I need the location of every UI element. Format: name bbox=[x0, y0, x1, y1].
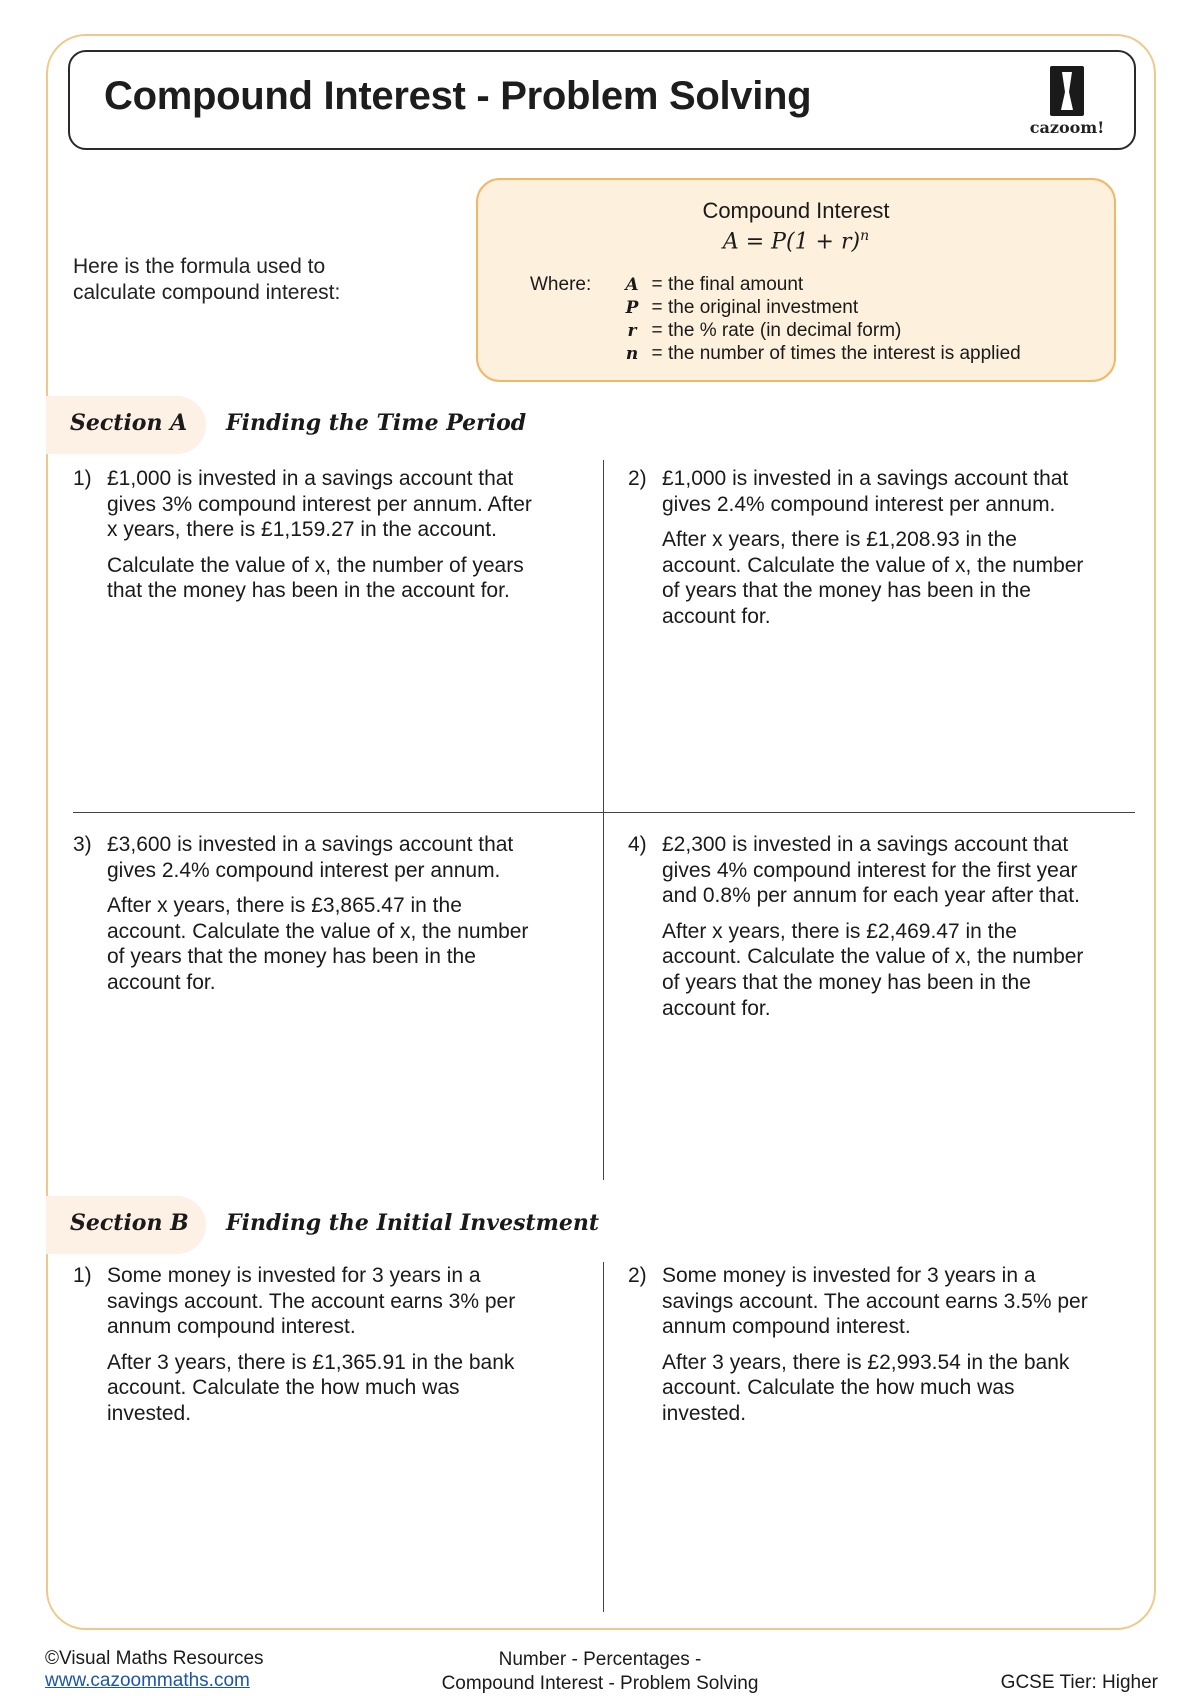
section-label: Section A bbox=[70, 410, 188, 436]
definition-list bbox=[618, 274, 1021, 366]
question-a4 bbox=[628, 832, 1098, 1031]
question-number: 2) bbox=[628, 467, 647, 490]
where-label: Where: bbox=[530, 274, 592, 295]
section-label: Section B bbox=[70, 1210, 189, 1236]
copyright-text: ©Visual Maths Resources bbox=[45, 1648, 264, 1669]
formula-title: Compound Interest bbox=[702, 198, 890, 223]
question-b2 bbox=[628, 1263, 1098, 1437]
footer-left bbox=[45, 1648, 264, 1692]
question-text: After 3 years, there is £2,993.54 in the bank account. Calculate the how much was invested. bbox=[662, 1350, 1070, 1425]
formula-box bbox=[476, 178, 1116, 382]
question-number: 4) bbox=[628, 833, 647, 856]
definition-row bbox=[618, 320, 1021, 343]
question-text: £1,000 is invested in a savings account that gives 2.4% compound interest per annum. bbox=[662, 467, 1069, 516]
question-number: 1) bbox=[73, 467, 92, 490]
definition-row bbox=[618, 343, 1021, 366]
question-text: After 3 years, there is £1,365.91 in the bank account. Calculate the how much was invested. bbox=[107, 1350, 515, 1425]
question-text: £1,000 is invested in a savings account that gives 3% compound interest per annum. After x years, there is £1,159.27 in the account. bbox=[107, 467, 532, 542]
question-text: After x years, there is £1,208.93 in the account. Calculate the value of x, the number of years that the money has been in the account for. bbox=[662, 528, 1084, 628]
question-text: Calculate the value of x, the number of years that the money has been in the account for. bbox=[107, 553, 524, 603]
question-number: 2) bbox=[628, 1264, 647, 1287]
page-title: Compound Interest - Problem Solving bbox=[104, 74, 812, 118]
definition-text: the number of times the interest is applied bbox=[668, 343, 1021, 364]
section-a-header bbox=[46, 396, 1046, 454]
column-divider bbox=[603, 1262, 604, 1612]
definition-symbol: r bbox=[627, 321, 637, 341]
footer-tier: GCSE Tier: Higher bbox=[1000, 1672, 1158, 1693]
equals-sign: = bbox=[651, 274, 663, 295]
section-b-header bbox=[46, 1196, 1046, 1254]
cazoom-logo bbox=[1022, 66, 1112, 142]
question-text: Some money is invested for 3 years in a savings account. The account earns 3.5% per annum compound interest. bbox=[662, 1264, 1088, 1339]
equals-sign: = bbox=[651, 343, 663, 364]
definition-text: the final amount bbox=[668, 274, 804, 295]
question-text: After x years, there is £2,469.47 in the account. Calculate the value of x, the number of years that the money has been in the account for. bbox=[662, 919, 1084, 1020]
definition-text: the % rate (in decimal form) bbox=[668, 320, 902, 341]
question-a2 bbox=[628, 466, 1098, 640]
definition-symbol: P bbox=[625, 298, 639, 318]
question-a3 bbox=[73, 832, 543, 1006]
question-text: £2,300 is invested in a savings account that gives 4% compound interest for the first year and 0.8% per annum for each year after that. bbox=[662, 833, 1080, 908]
website-link[interactable]: www.cazoommaths.com bbox=[45, 1670, 250, 1691]
cazoom-logo-icon bbox=[1050, 66, 1084, 116]
intro-text: Here is the formula used to calculate compound interest: bbox=[73, 255, 341, 304]
formula-equation bbox=[478, 228, 1114, 254]
question-number: 1) bbox=[73, 1264, 92, 1287]
question-b1 bbox=[73, 1263, 543, 1437]
title-box bbox=[68, 50, 1136, 150]
equals-sign: = bbox=[651, 320, 663, 341]
section-title: Finding the Time Period bbox=[226, 410, 527, 436]
definition-row bbox=[618, 297, 1021, 320]
section-title: Finding the Initial Investment bbox=[226, 1210, 600, 1236]
definition-text: the original investment bbox=[668, 297, 859, 318]
definition-symbol: n bbox=[625, 344, 639, 364]
formula-expression: A = P(1 + r) bbox=[722, 229, 861, 255]
column-divider bbox=[603, 460, 604, 1180]
footer-topic: Number - Percentages - Compound Interest - Problem Solving bbox=[441, 1649, 759, 1694]
formula-exponent: n bbox=[860, 228, 870, 244]
question-text: £3,600 is invested in a savings account that gives 2.4% compound interest per annum. bbox=[107, 833, 514, 882]
question-text: After x years, there is £3,865.47 in the account. Calculate the value of x, the number of years that the money has been in the account for. bbox=[107, 894, 529, 994]
definition-row bbox=[618, 274, 1021, 297]
row-divider bbox=[73, 812, 1135, 813]
equals-sign: = bbox=[651, 297, 663, 318]
question-text: Some money is invested for 3 years in a savings account. The account earns 3% per annum compound interest. bbox=[107, 1264, 516, 1339]
question-a1 bbox=[73, 466, 543, 614]
definition-symbol: A bbox=[625, 275, 639, 295]
logo-text: cazoom! bbox=[1029, 118, 1105, 137]
question-number: 3) bbox=[73, 833, 92, 856]
